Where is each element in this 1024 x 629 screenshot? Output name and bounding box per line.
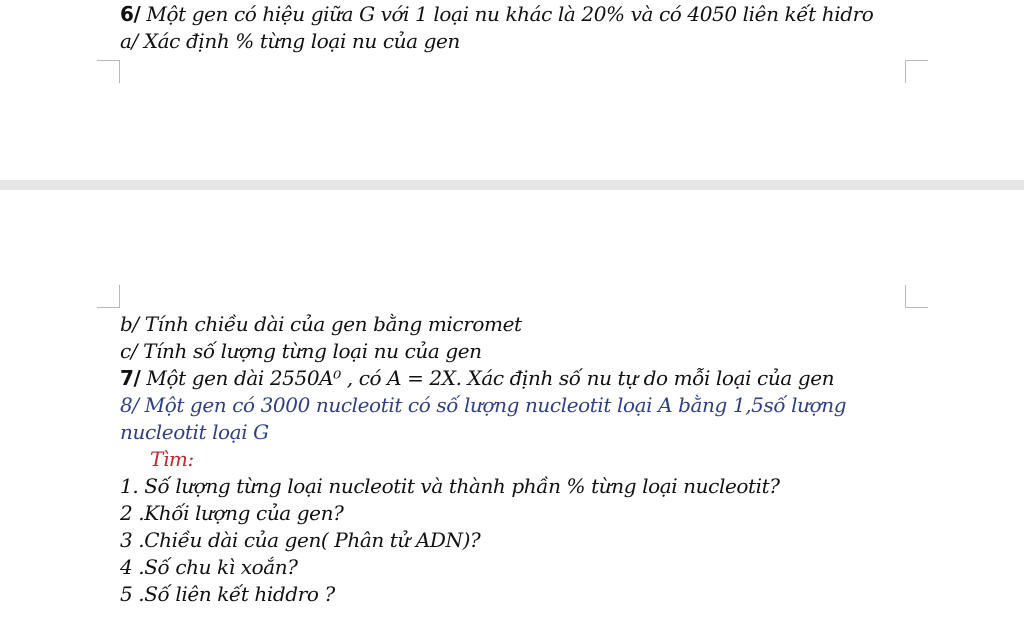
- page-corner-mark: [905, 60, 928, 83]
- question-6b: b/ Tính chiều dài của gen bằng micromet: [120, 312, 522, 336]
- list-item: 2 .Khối lượng của gen?: [120, 501, 344, 525]
- list-item: 3 .Chiều dài của gen( Phân tử ADN)?: [120, 528, 481, 552]
- page-corner-mark: [97, 285, 120, 308]
- question-8-line-1: 8/ Một gen có 3000 nucleotit có số lượng nucleotit loại A bằng 1,5số lượng: [120, 393, 847, 417]
- find-heading: Tìm:: [150, 447, 194, 471]
- question-6a: a/ Xác định % từng loại nu của gen: [120, 29, 460, 53]
- question-7: [120, 365, 834, 391]
- question-6-number: 6/: [120, 2, 141, 26]
- list-item: 1. Số lượng từng loại nucleotit và thành phần % từng loại nucleotit?: [120, 474, 780, 498]
- document-page-1: [0, 0, 1024, 180]
- question-7-text: Một gen dài 2550A⁰ , có A = 2X. Xác định số nu tự do mỗi loại của gen: [146, 366, 835, 390]
- page-separator: [0, 180, 1024, 190]
- question-6c: c/ Tính số lượng từng loại nu của gen: [120, 339, 482, 363]
- question-6-text: Một gen có hiệu giữa G với 1 loại nu khác là 20% và có 4050 liên kết hidro: [146, 2, 874, 26]
- question-6: [120, 1, 873, 27]
- page-corner-mark: [97, 60, 120, 83]
- page-corner-mark: [905, 285, 928, 308]
- list-item: 5 .Số liên kết hiddro ?: [120, 582, 335, 606]
- list-item: 4 .Số chu kì xoắn?: [120, 555, 298, 579]
- question-7-number: 7/: [120, 366, 141, 390]
- question-8-line-2: nucleotit loại G: [120, 420, 269, 444]
